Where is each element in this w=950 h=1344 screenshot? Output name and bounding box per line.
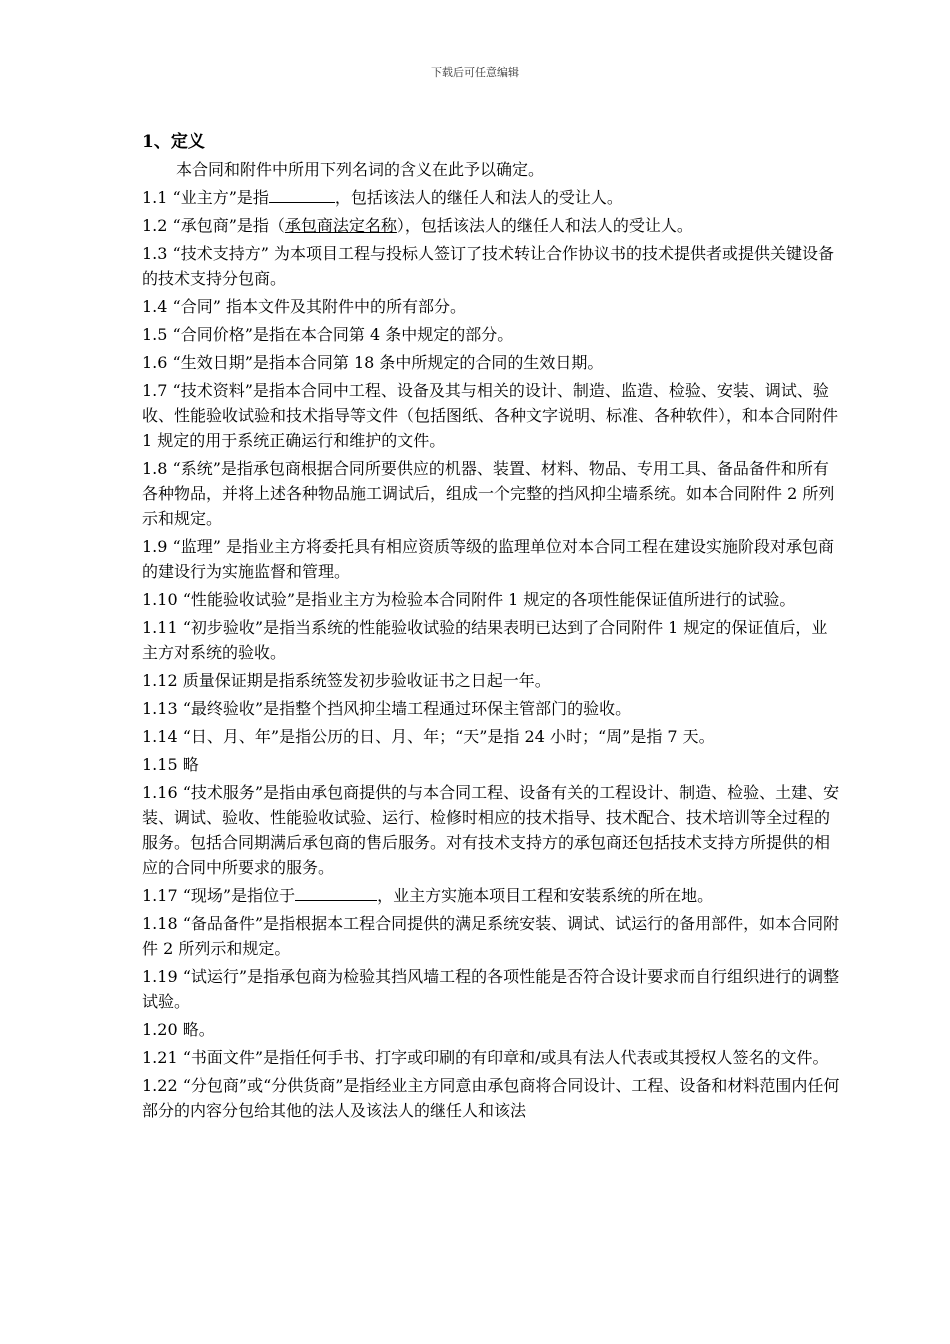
clause-1-12: 1.12 质量保证期是指系统签发初步验收证书之日起一年。 — [142, 671, 551, 690]
clause-1-20: 1.20 略。 — [142, 1020, 215, 1039]
clause-1-1 — [142, 185, 842, 210]
clause-1-13: 1.13 “最终验收”是指整个挡风抑尘墙工程通过环保主管部门的验收。 — [142, 699, 632, 718]
contractor-name-placeholder: 承包商法定名称 — [284, 216, 397, 235]
clause-1-18: 1.18 “备品备件”是指根据本工程合同提供的满足系统安装、调试、试运行的备用部件，如本合同附件 2 所列示和规定。 — [142, 914, 840, 958]
clause-1-1-text-b: ，包括该法人的继任人和法人的受让人。 — [334, 188, 623, 207]
clause-1-19: 1.19 “试运行”是指承包商为检验其挡风墙工程的各项性能是否符合设计要求而自行组织进行的调整试验。 — [142, 967, 840, 1011]
clause-1-2 — [142, 213, 842, 238]
clause-1-2-text-b: ），包括该法人的继任人和法人的受让人。 — [396, 216, 693, 235]
clause-1-8: 1.8 “系统”是指承包商根据合同所要供应的机器、装置、材料、物品、专用工具、备品备件和所有各种物品，并将上述各种物品施工调试后，组成一个完整的挡风抑尘墙系统。如本合同附件 2 所列示和规定。 — [142, 459, 835, 528]
clause-1-4: 1.4 “合同” 指本文件及其附件中的所有部分。 — [142, 297, 466, 316]
site-blank-field — [295, 883, 377, 901]
document-body — [142, 130, 842, 1126]
clause-1-17 — [142, 883, 842, 908]
clause-1-22: 1.22 “分包商”或“分供货商”是指经业主方同意由承包商将合同设计、工程、设备和材料范围内任何部分的内容分包给其他的法人及该法人的继任人和该法 — [142, 1076, 840, 1120]
clause-1-15: 1.15 略 — [142, 755, 199, 774]
section-title: 1、定义 — [142, 132, 205, 152]
intro-paragraph: 本合同和附件中所用下列名词的含义在此予以确定。 — [176, 160, 545, 179]
clause-1-3: 1.3 “技术支持方” 为本项目工程与投标人签订了技术转让合作协议书的技术提供者或提供关键设备的技术支持分包商。 — [142, 244, 834, 288]
clause-1-17-text-b: ，业主方实施本项目工程和安装系统的所在地。 — [377, 886, 714, 905]
clause-1-1-text-a: 1.1 “业主方”是指 — [142, 188, 269, 207]
clause-1-2-text-a: 1.2 “承包商”是指（ — [142, 216, 285, 235]
clause-1-21: 1.21 “书面文件”是指任何手书、打字或印刷的有印章和/或具有法人代表或其授权人签名的文件。 — [142, 1048, 829, 1067]
clause-1-10: 1.10 “性能验收试验”是指业主方为检验本合同附件 1 规定的各项性能保证值所进行的试验。 — [142, 590, 796, 609]
clause-1-14: 1.14 “日、月、年”是指公历的日、月、年；“天”是指 24 小时；“周”是指 7 天。 — [142, 727, 715, 746]
clause-1-6: 1.6 “生效日期”是指本合同第 18 条中所规定的合同的生效日期。 — [142, 353, 604, 372]
clause-1-11: 1.11 “初步验收”是指当系统的性能验收试验的结果表明已达到了合同附件 1 规定的保证值后，业主方对系统的验收。 — [142, 618, 828, 662]
clause-1-7: 1.7 “技术资料”是指本合同中工程、设备及其与相关的设计、制造、监造、检验、安装、调试、验收、性能验收试验和技术指导等文件（包括图纸、各种文字说明、标准、各种软件），和本合同附件 1 规定的用于系统正确运行和维护的文件。 — [142, 381, 839, 450]
clause-1-5: 1.5 “合同价格”是指在本合同第 4 条中规定的部分。 — [142, 325, 514, 344]
clause-1-9: 1.9 “监理” 是指业主方将委托具有相应资质等级的监理单位对本合同工程在建设实施阶段对承包商的建设行为实施监督和管理。 — [142, 537, 834, 581]
clause-1-16: 1.16 “技术服务”是指由承包商提供的与本合同工程、设备有关的工程设计、制造、检验、土建、安装、调试、验收、性能验收试验、运行、检修时相应的技术指导、技术配合、技术培训等全过程的服务。包括合同期满后承包商的售后服务。对有技术支持方的承包商还包括技术支持方所提供的相应的合同中所要求的服务。 — [142, 783, 840, 877]
owner-blank-field — [269, 185, 335, 203]
page-header: 下载后可任意编辑 — [431, 66, 519, 79]
clause-1-17-text-a: 1.17 “现场”是指位于 — [142, 886, 296, 905]
